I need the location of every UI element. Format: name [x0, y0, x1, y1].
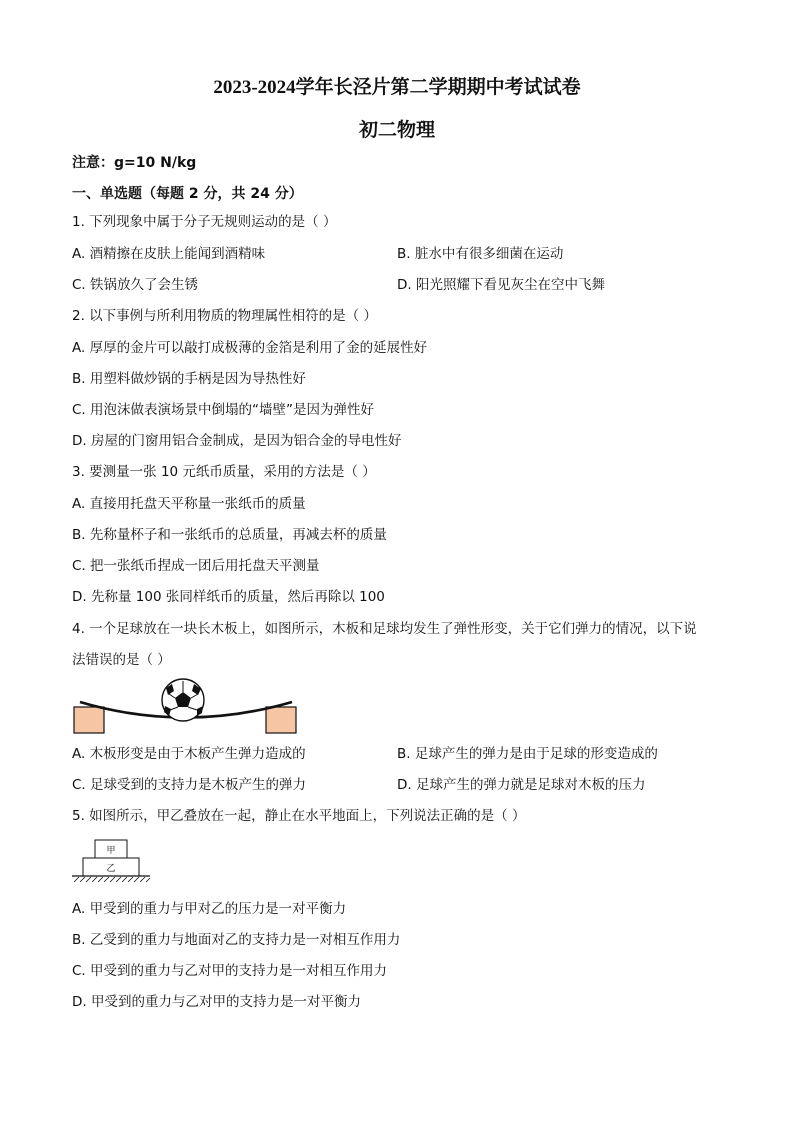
option-a: A. 酒精擦在皮肤上能闻到酒精味 [72, 246, 266, 262]
option-c: C. 把一张纸币捏成一团后用托盘天平测量 [72, 558, 320, 574]
option-b: B. 足球产生的弹力是由于足球的形变造成的 [397, 746, 658, 762]
option-a: A. 直接用托盘天平称量一张纸币的质量 [72, 496, 306, 512]
option-d: D. 甲受到的重力与乙对甲的支持力是一对平衡力 [72, 994, 361, 1010]
page-title: 2023-2024学年长泾片第二学期期中考试试卷 [213, 77, 581, 98]
option-d: D. 房屋的门窗用铝合金制成，是因为铝合金的导电性好 [72, 433, 402, 449]
question-stem-line1: 4. 一个足球放在一块长木板上，如图所示，木板和足球均发生了弹性形变，关于它们弹力的情况，以下说 [72, 621, 697, 637]
option-d: D. 先称量 100 张同样纸币的质量，然后再除以 100 [72, 589, 385, 605]
question-stem-line2: 法错误的是（ ） [72, 652, 171, 668]
stacked-blocks-figure [70, 836, 152, 884]
option-a: A. 厚厚的金片可以敲打成极薄的金箔是利用了金的延展性好 [72, 340, 428, 356]
section-heading: 一、单选题（每题 2 分，共 24 分） [72, 186, 303, 202]
ground-hatching [74, 877, 150, 882]
note-text: 注意：g=10 N/kg [72, 155, 197, 171]
option-c: C. 用泡沫做表演场景中倒塌的“墙壁”是因为弹性好 [72, 402, 374, 418]
question-stem: 1. 下列现象中属于分子无规则运动的是（ ） [72, 214, 337, 230]
option-a: A. 木板形变是由于木板产生弹力造成的 [72, 746, 306, 762]
option-c: C. 铁锅放久了会生锈 [72, 277, 199, 293]
question-stem: 2. 以下事例与所利用物质的物理属性相符的是（ ） [72, 308, 377, 324]
option-b: B. 乙受到的重力与地面对乙的支持力是一对相互作用力 [72, 932, 401, 948]
block-jia-label: 甲 [106, 846, 116, 856]
question-stem: 3. 要测量一张 10 元纸币质量，采用的方法是（ ） [72, 464, 376, 480]
block-yi-label: 乙 [106, 864, 116, 874]
football-icon [162, 679, 204, 721]
left-support-block [74, 707, 104, 733]
option-b: B. 先称量杯子和一张纸币的总质量，再减去杯的质量 [72, 527, 387, 543]
option-d: D. 阳光照耀下看见灰尘在空中飞舞 [397, 277, 605, 293]
option-d: D. 足球产生的弹力就是足球对木板的压力 [397, 777, 646, 793]
option-b: B. 用塑料做炒锅的手柄是因为导热性好 [72, 371, 306, 387]
option-c: C. 足球受到的支持力是木板产生的弹力 [72, 777, 307, 793]
right-support-block [266, 707, 296, 733]
page-subtitle: 初二物理 [358, 120, 435, 141]
option-c: C. 甲受到的重力与乙对甲的支持力是一对相互作用力 [72, 963, 388, 979]
option-a: A. 甲受到的重力与甲对乙的压力是一对平衡力 [72, 901, 347, 917]
question-stem: 5. 如图所示，甲乙叠放在一起，静止在水平地面上，下列说法正确的是（ ） [72, 808, 526, 824]
option-b: B. 脏水中有很多细菌在运动 [397, 246, 564, 262]
football-on-board-figure [70, 676, 302, 736]
